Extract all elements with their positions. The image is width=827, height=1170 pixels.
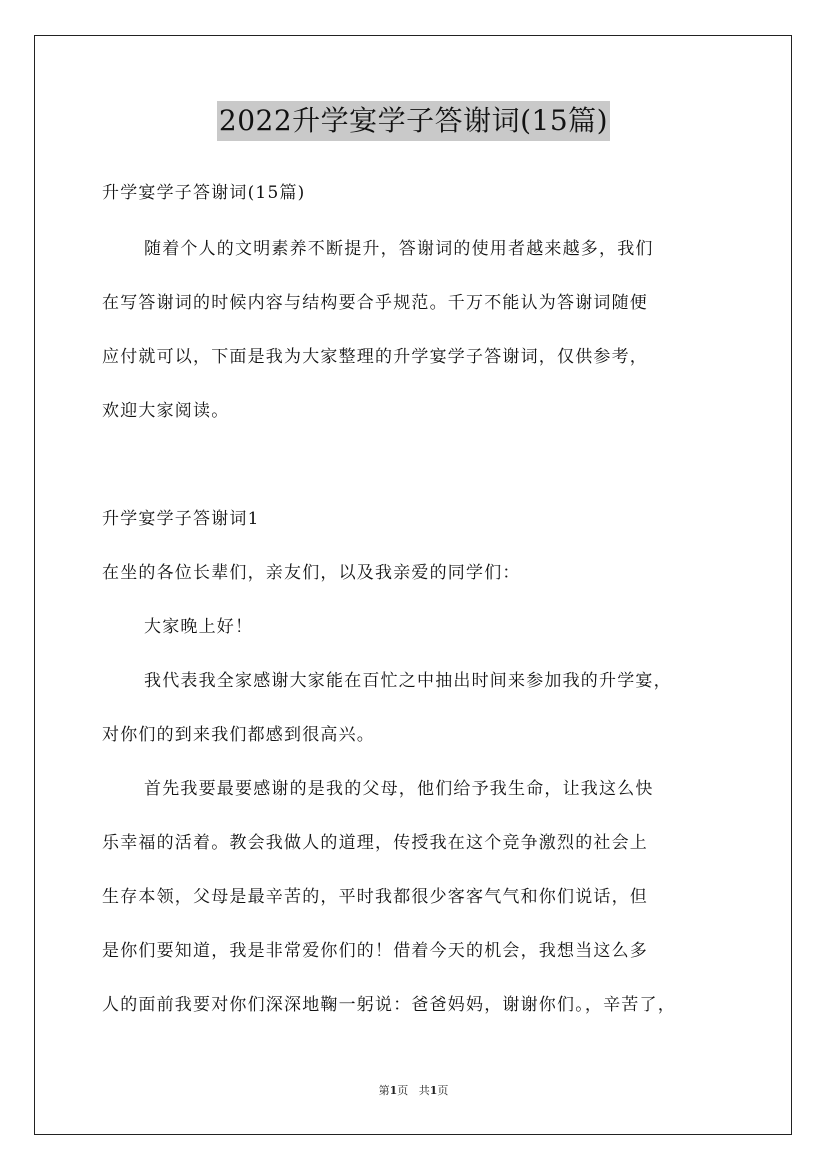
body-line-4: 乐幸福的活着。教会我做人的道理，传授我在这个竞争激烈的社会上 [102,833,648,853]
total-pages: 1 [429,1084,438,1097]
body-line-7: 人的面前我要对你们深深地鞠一躬说：爸爸妈妈，谢谢你们。，辛苦了， [102,995,676,1015]
page-footer [0,1084,827,1098]
document-title: 2022升学宴学子答谢词(15篇) [217,101,610,141]
page-suffix: 页 [397,1084,409,1097]
subtitle-line: 升学宴学子答谢词(15篇) [102,183,306,203]
page-number: 1 [389,1084,398,1097]
intro-line-3: 应付就可以，下面是我为大家整理的升学宴学子答谢词，仅供参考， [102,347,648,367]
intro-line-1: 随着个人的文明素养不断提升，答谢词的使用者越来越多，我们 [144,239,654,259]
body-line-5: 生存本领，父母是最辛苦的，平时我都很少客客气气和你们说话，但 [102,887,648,907]
intro-line-4: 欢迎大家阅读。 [102,401,230,421]
section-heading: 升学宴学子答谢词1 [102,509,260,529]
body-line-1: 我代表我全家感谢大家能在百忙之中抽出时间来参加我的升学宴， [144,671,672,691]
body-line-6: 是你们要知道，我是非常爱你们的！借着今天的机会，我想当这么多 [102,941,648,961]
body-line-2: 对你们的到来我们都感到很高兴。 [102,725,375,745]
page-prefix: 第 [378,1084,390,1097]
salutation-line: 在坐的各位长辈们，亲友们，以及我亲爱的同学们： [102,563,521,583]
intro-line-2: 在写答谢词的时候内容与结构要合乎规范。千万不能认为答谢词随便 [102,293,648,313]
title-container [0,101,827,141]
greeting-line: 大家晚上好！ [144,617,254,637]
body-line-3: 首先我要最要感谢的是我的父母，他们给予我生命，让我这么快 [144,779,654,799]
total-suffix: 页 [437,1084,449,1097]
total-prefix: 共 [418,1084,430,1097]
